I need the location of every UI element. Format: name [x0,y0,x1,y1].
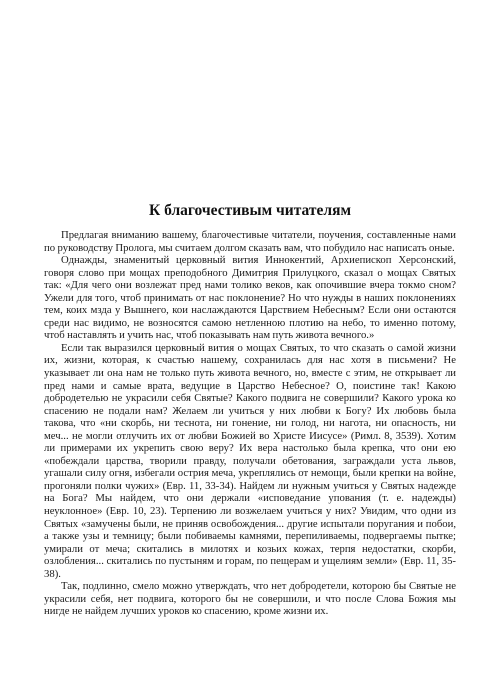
body-text [44,229,456,618]
page-title: К благочестивым читателям [148,202,352,219]
paragraph-innocent-quote: Однажды, знаменитый церковный вития Иннокентий, Архиепископ Херсонский, говоря слово при мощах преподобного Димитрия Прилуцкого, сказал о мощах Святых так: «Для чего они возлежат пред нами толико веков, как опочившие вчера токмо сном? Ужели для того, чтоб принимать от нас поклонение? Но что нужды в наших поклонениях тем, коих мзда у Вышнего, кои наслаждаются Царствием Небесным? Если они остаются среди нас видимо, не возносятся самою нетленною плотию на небо, то именно потому, чтоб наставлять и учить нас, чтоб показывать нам путь живота вечного.» [44,254,456,342]
paragraph-saints-life: Если так выразился церковный вития о мощах Святых, то что сказать о самой жизни их, жизни, которая, к счастью нашему, сохранилась для нас хотя в письмени? Не указывает ли она нам не только путь живота вечного, но, вместе с этим, не открывает ли пред нами и самые врата, ведущие в Царство Небесное? О, поистине так! Какою добродетелью не украсили себя Святые? Какого подвига не совершили? Какого урока ко спасению не подали нам? Желаем ли учиться у них любви к Богу? Их любовь была такова, что «ни скорбь, ни теснота, ни гонение, ни голод, ни нагота, ни опасность, ни меч... не могли отлучить их от любви Божией во Христе Иисусе» (Римл. 8, 3539). Хотим ли примерами их укрепить свою веру? Их вера настолько была крепка, что они ею «побеждали царства, творили правду, получали обетования, заграждали уста львов, угашали силу огня, избегали острия меча, укреплялись от немощи, были крепки на войне, прогоняли полки чужих» (Евр. 11, 33-34). Найдем ли нужным учиться у Святых надежде на Бога? Мы найдем, что они держали «исповедание упования (т. е. надежды) неуклонное» (Евр. 10, 23). Терпению ли возжелаем учиться у них? Увидим, что одни из Святых «замучены были, не приняв освобождения... другие испытали поругания и побои, а также узы и темницу; были побиваемы камнями, перепиливаемы, подвергаемы пытке; умирали от меча; скитались в милотях и козьих кожах, терпя недостатки, скорби, озлобления... скитались по пустыням и горам, по пещерам и ущелиям земли» (Евр. 11, 35-38). [44,341,456,580]
paragraph-intro: Предлагая вниманию вашему, благочестивые читатели, поучения, составленные нами по руководству Пролога, мы считаем долгом сказать вам, что побудило нас написать оные. [44,229,456,254]
paragraph-conclusion: Так, подлинно, смело можно утверждать, что нет добродетели, которою бы Святые не украсили себя, нет подвига, которого бы не совершили, и что после Слова Божия мы нигде не найдем лучших уроков ко спасению, кроме жизни их. [44,580,456,618]
